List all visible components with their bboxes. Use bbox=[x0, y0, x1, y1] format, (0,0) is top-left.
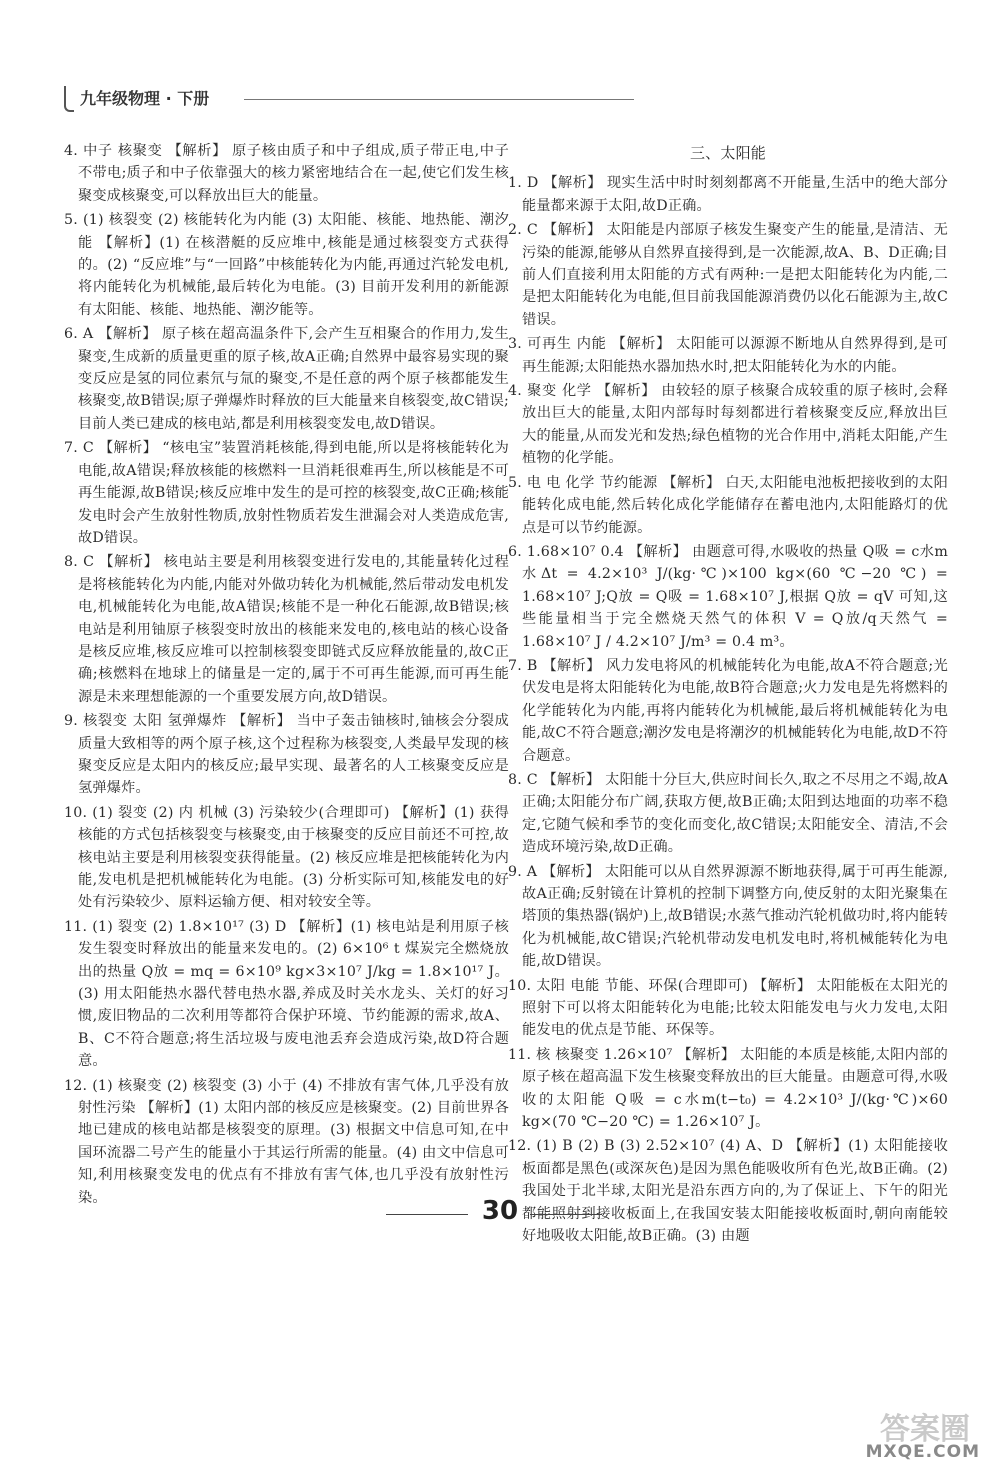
header-title: 九年级物理 · 下册 bbox=[80, 89, 210, 108]
page-footer bbox=[0, 1196, 1000, 1236]
solar-item-6: 6. 1.68×10⁷ 0.4 【解析】 由题意可得,水吸收的热量 Q吸 = c水m水Δt = 4.2×10³ J/(kg·℃)×100 kg×(60 ℃−20 ℃) = 1.68×10⁷ J;Q放 = Q吸 = 1.68×10⁷ J,根据 Q放 = qV 可知,这些能量相当于完全燃烧天然气的体积 V = Q放/q天然气 = 1.68×10⁷ J / 4.2×10⁷ J/m³ = 0.4 m³。 bbox=[508, 543, 948, 650]
solar-item-2: 2. C 【解析】 太阳能是内部原子核发生聚变产生的能量,是清洁、无污染的能源,能够从自然界直接得到,是一次能源,故A、B、D正确;目前人们直接利用太阳能的方式有两种:一是把太阳能转化为内能,二是把太阳能转化为电能,但目前我国能源消费仍以化石能源为主,故C错误。 bbox=[508, 222, 948, 328]
solar-item-9: 9. A 【解析】 太阳能可以从自然界源源不断地获得,属于可再生能源,故A正确;反射镜在计算机的控制下调整方向,使反射的太阳光聚集在塔顶的集热器(锅炉)上,故B错误;水蒸气推动汽轮机做功时,将内能转化为机械能,故C错误;汽轮机带动发电机发电时,将机械能转化为电能,故D错误。 bbox=[508, 863, 948, 970]
page-number: 30 bbox=[481, 1196, 519, 1226]
solar-item-4: 4. 聚变 化学 【解析】 由较轻的原子核聚合成较重的原子核时,会释放出巨大的能量,太阳内部每时每刻都进行着核聚变反应,释放出巨大的能量,从而发光和发热;绿色植物的光合作用中,消耗太阳能,产生植物的化学能。 bbox=[508, 383, 948, 467]
footer-right-rule bbox=[530, 1214, 602, 1215]
solar-item-1: 1. D 【解析】 现实生活中时时刻刻都离不开能量,生活中的绝大部分能量都来源于太阳,故D正确。 bbox=[508, 175, 948, 214]
header-bracket bbox=[64, 86, 74, 112]
solar-item-10: 10. 太阳 电能 节能、环保(合理即可) 【解析】 太阳能板在太阳光的照射下可以将太阳能转化为电能;比较太阳能发电与火力发电,太阳能发电的优点是节能、环保等。 bbox=[508, 977, 948, 1039]
solar-item-3: 3. 可再生 内能 【解析】 太阳能可以源源不断地从自然界得到,是可再生能源;太阳能热水器加热水时,把太阳能转化为水的内能。 bbox=[508, 336, 948, 375]
solar-item-11: 11. 核 核聚变 1.26×10⁷ 【解析】 太阳能的本质是核能,太阳内部的原子核在超高温下发生核聚变释放出的巨大能量。由题意可得,水吸收的太阳能 Q吸 = c水m(t−t₀) = 4.2×10³ J/(kg·℃)×60 kg×(70 ℃−20 ℃) = 1.26×10⁷ J。 bbox=[508, 1046, 948, 1131]
header-rule bbox=[244, 99, 634, 100]
solar-item-5: 5. 电 电 化学 节约能源 【解析】 白天,太阳能电池板把接收到的太阳能转化成电能,然后转化成化学能储存在蓄电池内,太阳能路灯的优点是可以节约能源。 bbox=[508, 474, 948, 536]
left-column bbox=[64, 140, 509, 1211]
answer-item-8: 8. C 【解析】 核电站主要是利用核裂变进行发电的,其能量转化过程是将核能转化为内能,内能对外做功转化为机械能,然后带动发电机发电,机械能转化为电能,故A错误;核能不是一种化石能源,故B错误;核电站是利用铀原子核裂变时放出的核能来发电的,核电站的核心设备是核反应堆,核反应堆可以控制核裂变即链式反应释放能量的,故C正确;核燃料在地球上的储量是一定的,属于不可再生能源,而可再生能源是未来理想能源的一个重要发展方向,故D错误。 bbox=[64, 554, 509, 705]
answer-item-7: 7. C 【解析】 “核电宝”装置消耗核能,得到电能,所以是将核能转化为电能,故A错误;释放核能的核燃料一旦消耗很难再生,所以核能是不可再生能源,故B错误;核反应堆中发生的是可控的核裂变,故C正确;核能发电时会产生放射性物质,放射性物质若发生泄漏会对人类造成危害,故D错误。 bbox=[64, 440, 509, 546]
answer-item-11: 11. (1) 裂变 (2) 1.8×10¹⁷ (3) D 【解析】(1) 核电站是利用原子核发生裂变时释放出的能量来发电的。(2) 6×10⁶ t 煤炭完全燃烧放出的热量 Q放 = mq = 6×10⁹ kg×3×10⁷ J/kg = 1.8×10¹⁷ J。(3) 用太阳能热水器代替电热水器,养成及时关水龙头、关灯的好习惯,废旧物品的二次利用等都符合保护环境、节约能源的需求,故A、B、C不符合题意;将生活垃圾与废电池丢弃会造成污染,故D符合题意。 bbox=[64, 918, 509, 1070]
answer-item-5: 5. (1) 核裂变 (2) 核能转化为内能 (3) 太阳能、核能、地热能、潮汐能 【解析】(1) 在核潜艇的反应堆中,核能是通过核裂变方式获得的。(2) “反应堆”与“一回路”中核能转化为内能,再通过汽轮发电机,将内能转化为机械能,最后转化为电能。(3) 目前开发利用的新能源有太阳能、核能、地热能、潮汐能等。 bbox=[64, 212, 509, 318]
solar-item-8: 8. C 【解析】 太阳能十分巨大,供应时间长久,取之不尽用之不竭,故A正确;太阳能分布广阔,获取方便,故B正确;太阳到达地面的功率不稳定,它随气候和季节的变化而变化,故C错误;太阳能安全、清洁,不会造成环境污染,故D正确。 bbox=[508, 771, 948, 856]
answer-item-12: 12. (1) 核聚变 (2) 核裂变 (3) 小于 (4) 不排放有害气体,几乎没有放射性污染 【解析】(1) 太阳内部的核反应是核聚变。(2) 目前世界各地已建成的核电站都是核裂变的原理。(3) 根据文中信息可知,在中国环流器二号产生的能量小于其运行所需的能量。(4) 由文中信息可知,利用核聚变发电的优点有不排放有害气体,也几乎没有放射性污染。 bbox=[64, 1077, 509, 1206]
answer-item-6: 6. A 【解析】 原子核在超高温条件下,会产生互相聚合的作用力,发生聚变,生成新的质量更重的原子核,故A正确;自然界中最容易实现的聚变反应是氢的同位素氘与氚的聚变,不是任意的两个原子核都能发生核聚变,故B错误;原子弹爆炸时释放的巨大能量来自核裂变,故C错误;目前人类已建成的核电站,都是利用核裂变发电,故D错误。 bbox=[64, 326, 509, 432]
answer-item-10: 10. (1) 裂变 (2) 内 机械 (3) 污染较少(合理即可) 【解析】(1) 获得核能的方式包括核裂变与核聚变,由于核聚变的反应目前还不可控,故核电站主要是利用核裂变获得能量。(2) 核反应堆是把核能转化为内能,发电机是把机械能转化为电能。(3) 分析实际可知,核能发电的好处有污染较少、原料运输方便、相对较安全等。 bbox=[64, 804, 509, 911]
answer-item-4: 4. 中子 核聚变 【解析】 原子核由质子和中子组成,质子带正电,中子不带电;质子和中子依靠强大的核力紧密地结合在一起,使它们发生核聚变成核聚变,可以释放出巨大的能量。 bbox=[64, 143, 509, 204]
right-column bbox=[508, 140, 948, 1250]
solar-item-12: 12. (1) B (2) B (3) 2.52×10⁷ (4) A、D 【解析】(1) 太阳能接收板面都是黑色(或深灰色)是因为黑色能吸收所有色光,故B正确。(2) 我国处于北半球,太阳光是沿东西方向的,为了保证上、下午的阳光都能照射到接收板面上,在我国安装太阳能接收板面时,朝向南能较好地吸收太阳能,故B正确。(3) 由题 bbox=[508, 1138, 948, 1245]
answer-item-9: 9. 核裂变 太阳 氢弹爆炸 【解析】 当中子轰击铀核时,铀核会分裂成质量大致相等的两个原子核,这个过程称为核裂变,人类最早发现的核聚变反应是太阳内的核反应;最早实现、最著名的人工核聚变反应是氢弹爆炸。 bbox=[64, 713, 509, 797]
section-title: 三、太阳能 bbox=[689, 144, 766, 162]
page-header bbox=[64, 84, 634, 120]
watermark bbox=[800, 1404, 980, 1464]
watermark-site: MXQE.COM bbox=[865, 1442, 980, 1462]
footer-left-rule bbox=[386, 1214, 468, 1215]
watermark-logo: 答案圈 bbox=[880, 1412, 970, 1447]
solar-item-7: 7. B 【解析】 风力发电将风的机械能转化为电能,故A不符合题意;光伏发电是将太阳能转化为电能,故B符合题意;火力发电是先将燃料的化学能转化为内能,再将内能转化为机械能,最后将机械能转化为电能,故C不符合题意;潮汐发电是将潮汐的机械能转化为电能,故D不符合题意。 bbox=[508, 657, 948, 764]
